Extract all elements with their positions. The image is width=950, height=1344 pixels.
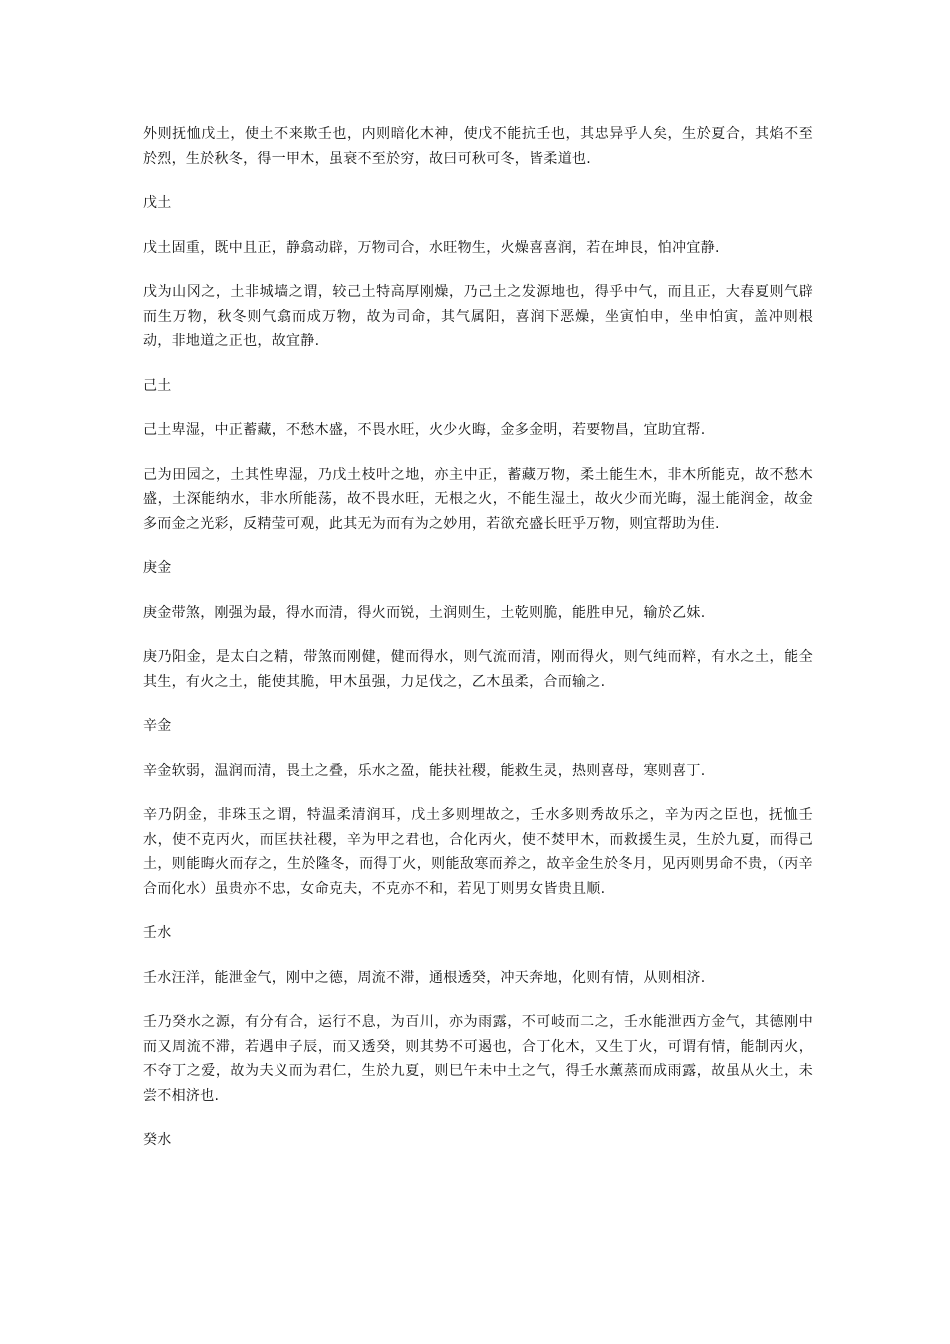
paragraph: 己土卑湿，中正蓄藏，不愁木盛，不畏水旺，火少火晦，金多金明，若要物昌，宜助宜帮. [143, 422, 706, 438]
section-heading-xin-metal: 辛金 [143, 718, 172, 734]
section-heading-ren-water: 壬水 [143, 925, 172, 941]
paragraph: 辛乃阴金，非珠玉之谓，特温柔清润耳，戊土多则埋故之，壬水多则秀故乐之，辛为丙之臣也，抚恤壬水，使不克丙火，而匡扶社稷，辛为甲之君也，合化丙火，使不焚甲木，而救援生灵，生於九夏，而得己土，则能晦火而存之，生於隆冬，而得丁火，则能敌寒而养之，故辛金生於冬月，见丙则男命不贵，（丙辛合而化水）虽贵亦不忠，女命克夫，不克亦不和，若见丁则男女皆贵且顺. [143, 807, 813, 897]
paragraph: 外则抚恤戊土，使土不来欺壬也，内则暗化木神，使戊不能抗壬也，其忠异乎人矣，生於夏合，其焰不至於烈，生於秋冬，得一甲木，虽衰不至於穷，故曰可秋可冬，皆柔道也. [143, 126, 813, 167]
paragraph: 壬乃癸水之源，有分有合，运行不息，为百川，亦为雨露，不可岐而二之，壬水能泄西方金气，其德刚中而又周流不滞，若遇申子辰，而又透癸，则其势不可遏也，合丁化木，又生丁火，可谓有情，能制丙火，不夺丁之爱，故为夫义而为君仁，生於九夏，则巳午未中土之气，得壬水薰蒸而成雨露，故虽从火土，未尝不相济也. [143, 1014, 813, 1104]
section-heading-gui-water: 癸水 [143, 1132, 172, 1148]
paragraph: 辛金软弱，温润而清，畏土之叠，乐水之盈，能扶社稷，能救生灵，热则喜母，寒则喜丁. [143, 762, 706, 779]
paragraph: 壬水汪洋，能泄金气，刚中之德，周流不滞，通根透癸，冲天奔地，化则有情，从则相济. [143, 969, 706, 986]
paragraph: 己为田园之，土其性卑湿，乃戊土枝叶之地，亦主中正，蓄藏万物，柔土能生木，非木所能克，故不愁木盛，土深能纳水，非水所能荡，故不畏水旺，无根之火，不能生湿土，故火少而光晦，湿土能润金，故金多而金之光彩，反精莹可观，此其无为而有为之妙用，若欲充盛长旺乎万物，则宜帮助为佳. [143, 466, 813, 532]
section-heading-wu-earth: 戊土 [143, 195, 172, 211]
paragraph: 庚金带煞，刚强为最，得水而清，得火而锐，土润则生，土乾则脆，能胜申兄，输於乙妹. [143, 604, 706, 621]
paragraph: 戊为山冈之，土非城墙之谓，较己土特高厚刚燥，乃己土之发源地也，得乎中气，而且正，大春夏则气辟而生万物，秋冬则气翕而成万物，故为司命，其气属阳，喜润下恶燥，坐寅怕申，坐申怕寅，盖冲则根动，非地道之正也，故宜静. [143, 284, 813, 349]
document-body [143, 122, 813, 1173]
paragraph: 庚乃阳金，是太白之精，带煞而刚健，健而得水，则气流而清，刚而得火，则气纯而粹，有水之土，能全其生，有火之土，能使其脆，甲木虽强，力足伐之，乙木虽柔，合而输之. [143, 649, 813, 690]
section-heading-geng-metal: 庚金 [143, 560, 172, 576]
section-heading-ji-earth: 己土 [143, 377, 172, 394]
paragraph: 戊土固重，既中且正，静翕动辟，万物司合，水旺物生，火燥喜喜润，若在坤艮，怕冲宜静. [143, 239, 720, 256]
